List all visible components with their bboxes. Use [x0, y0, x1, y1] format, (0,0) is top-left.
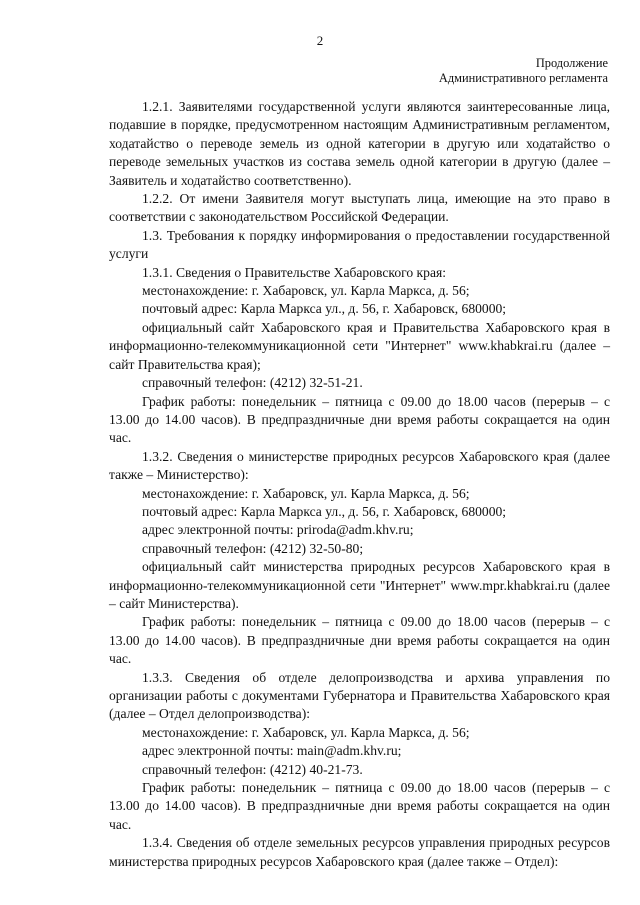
- ministry-email: адрес электронной почты: priroda@adm.khv.ru;: [142, 522, 414, 538]
- paragraph-1-3: 1.3. Требования к порядку информирования о предоставлении государственной услуги: [109, 227, 610, 262]
- paragraph-1-3-3: 1.3.3. Сведения об отделе делопроизводства и архива управления по организации работы с документами Губернатора и Правительства Хабаровского края (далее – Отдел делопроизводства):: [109, 669, 610, 722]
- government-schedule: График работы: понедельник – пятница с 09.00 до 18.00 часов (перерыв – с 13.00 до 14.00 часов). В предпраздничные дни время работы сокращается на один час.: [109, 393, 610, 446]
- ministry-phone: справочный телефон: (4212) 32-50-80;: [142, 540, 364, 556]
- page-number: 2: [316, 33, 324, 48]
- government-location: местонахождение: г. Хабаровск, ул. Карла Маркса, д. 56;: [142, 283, 470, 299]
- records-dept-location: местонахождение: г. Хабаровск, ул. Карла Маркса, д. 56;: [142, 724, 470, 740]
- ministry-website: официальный сайт министерства природных ресурсов Хабаровского края в информационно-телекоммуникационной сети "Интернет" www.mpr.khabkrai.ru (далее – сайт Министерства).: [109, 559, 610, 611]
- paragraph-1-3-4: 1.3.4. Сведения об отделе земельных ресурсов управления природных ресурсов министерства природных ресурсов Хабаровского края (далее также – Отдел):: [109, 835, 610, 869]
- header-line-continuation: Продолжение: [535, 56, 608, 70]
- records-dept-phone: справочный телефон: (4212) 40-21-73.: [142, 761, 363, 777]
- government-phone: справочный телефон: (4212) 32-51-21.: [142, 375, 363, 391]
- paragraph-1-2-1: 1.2.1. Заявителями государственной услуги являются заинтересованные лица, подавшие в порядке, предусмотренном настоящим Административным регламентом, ходатайство о переводе земель из одной категории в другую или ходатайство о переводе земельных участков из состава земель одной категории в другую (далее – Заявитель и ходатайство соответственно).: [109, 99, 610, 188]
- paragraph-1-3-1: 1.3.1. Сведения о Правительстве Хабаровского края:: [142, 264, 447, 280]
- ministry-location: местонахождение: г. Хабаровск, ул. Карла Маркса, д. 56;: [142, 485, 470, 501]
- ministry-postal-address: почтовый адрес: Карла Маркса ул., д. 56, г. Хабаровск, 680000;: [142, 503, 507, 519]
- body-text: [109, 98, 610, 871]
- records-dept-schedule: График работы: понедельник – пятница с 09.00 до 18.00 часов (перерыв – с 13.00 до 14.00 часов). В предпраздничные дни время работы сокращается на один час.: [109, 780, 610, 832]
- ministry-schedule: График работы: понедельник – пятница с 09.00 до 18.00 часов (перерыв – с 13.00 до 14.00 часов). В предпраздничные дни время работы сокращается на один час.: [109, 614, 610, 667]
- paragraph-1-2-2: 1.2.2. От имени Заявителя могут выступать лица, имеющие на это право в соответствии с законодательством Российской Федерации.: [109, 191, 610, 225]
- header-line-regulation: Административного регламента: [438, 71, 608, 85]
- paragraph-1-3-2: 1.3.2. Сведения о министерстве природных ресурсов Хабаровского края (далее также – Министерство):: [109, 448, 610, 483]
- continuation-header: [439, 56, 608, 86]
- government-postal-address: почтовый адрес: Карла Маркса ул., д. 56, г. Хабаровск, 680000;: [142, 301, 507, 317]
- government-website: официальный сайт Хабаровского края и Правительства Хабаровского края в информационно-телекоммуникационной сети "Интернет" www.khabkrai.ru (далее – сайт Правительства края);: [109, 319, 610, 372]
- records-dept-email: адрес электронной почты: main@adm.khv.ru;: [142, 743, 402, 759]
